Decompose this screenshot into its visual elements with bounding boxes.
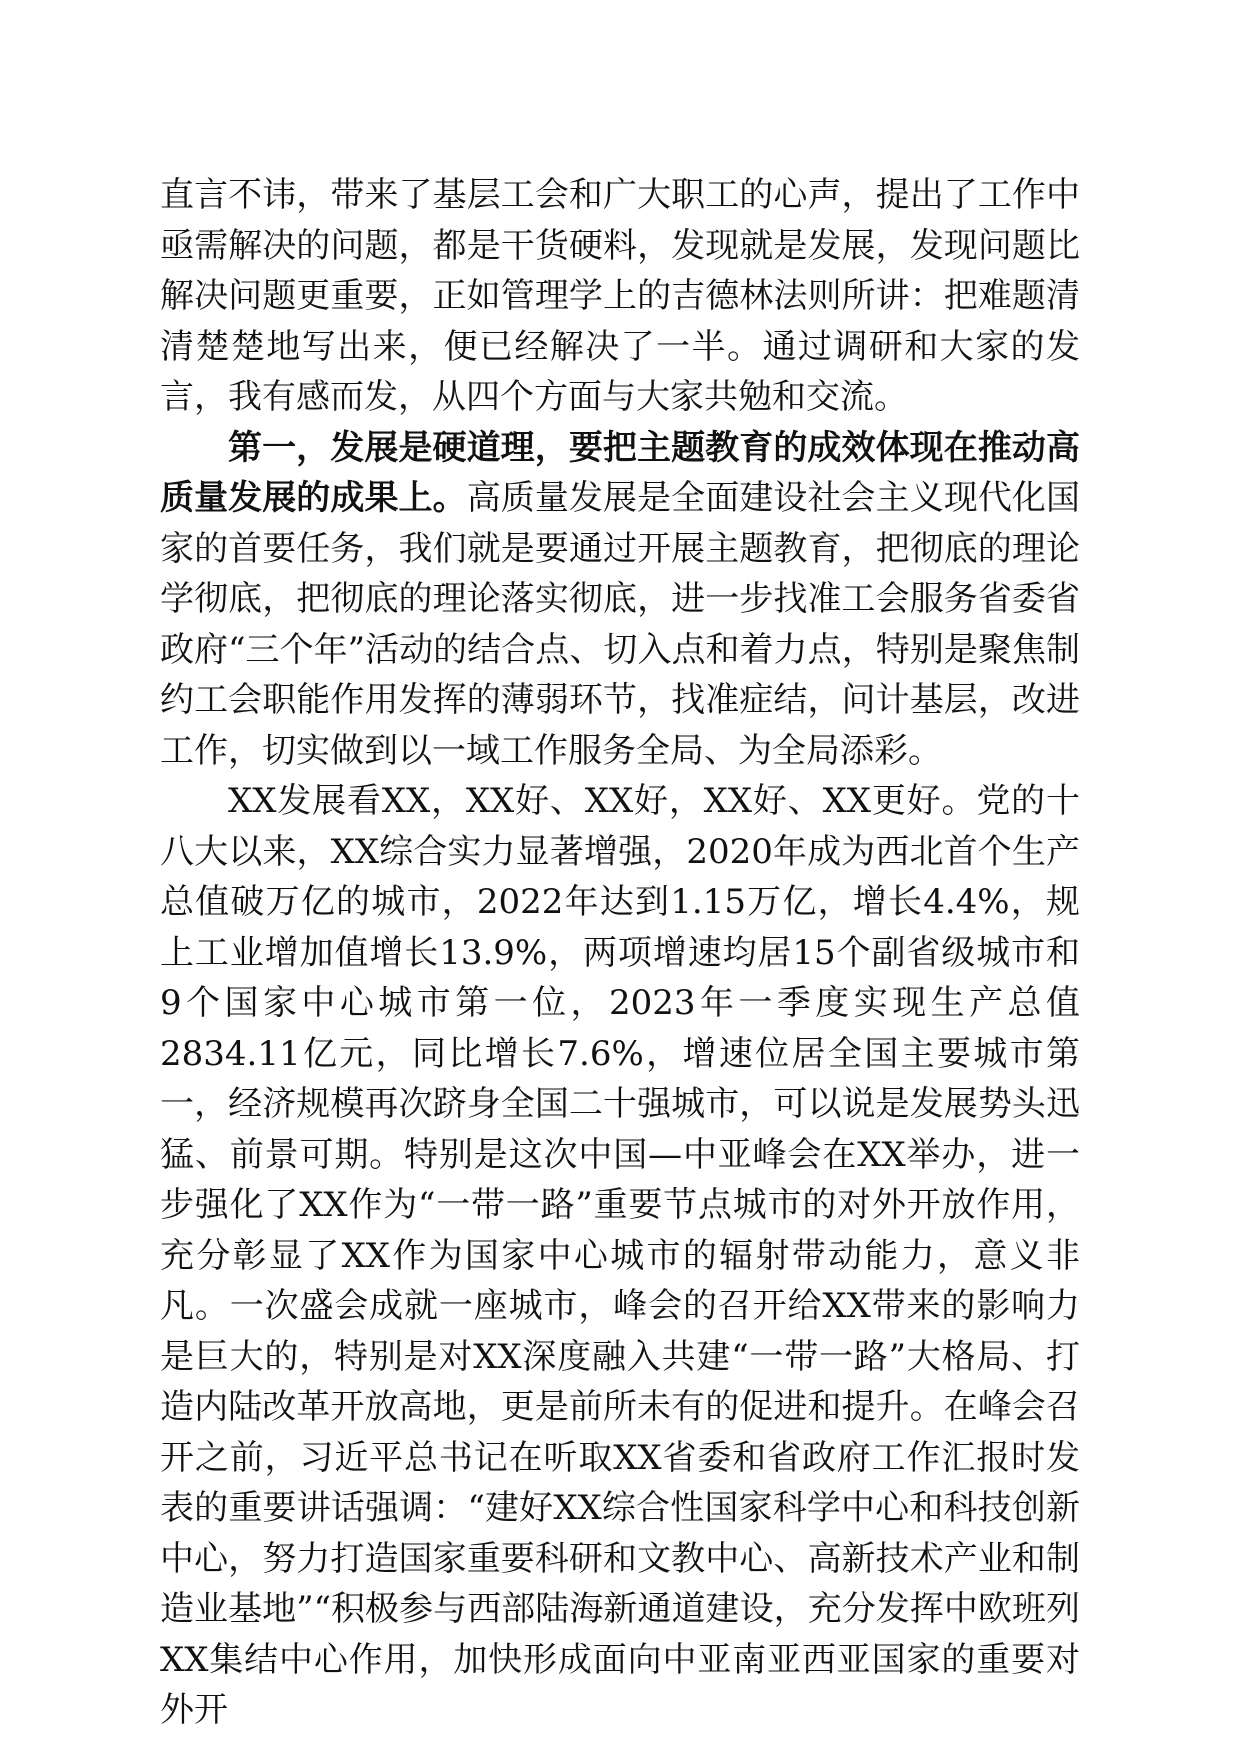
paragraph-text: 高质量发展是全面建设社会主义现代化国家的首要任务，我们就是要通过开展主题教育，把彻底的理论学彻底，把彻底的理论落实彻底，进一步找准工会服务省委省政府“三个年”活动的结合点、切入点和着力点，特别是聚焦制约工会职能作用发挥的薄弱环节，找准症结，问计基层，改进工作，切实做到以一域工作服务全局、为全局添彩。 [160,478,1081,771]
paragraph-continuation [160,170,1080,423]
paragraph-text: XX发展看XX，XX好、XX好，XX好、XX更好。党的十八大以来，XX综合实力显著增强，2020年成为西北首个生产总值破万亿的城市，2022年达到1.15万亿，增长4.4%，规上工业增加值增长13.9%，两项增速均居15个副省级城市和9个国家中心城市第一位，2023年一季度实现生产总值2834.11亿元，同比增长7.6%，增速位居全国主要城市第一，经济规模再次跻身全国二十强城市，可以说是发展势头迅猛、前景可期。特别是这次中国—中亚峰会在XX举办，进一步强化了XX作为“一带一路”重要节点城市的对外开放作用，充分彰显了XX作为国家中心城市的辐射带动能力，意义非凡。一次盛会成就一座城市，峰会的召开给XX带来的影响力是巨大的，特别是对XX深度融入共建“一带一路”大格局、打造内陆改革开放高地，更是前所未有的促进和提升。在峰会召开之前，习近平总书记在听取XX省委和省政府工作汇报时发表的重要讲话强调：“建好XX综合性国家科学中心和科技创新中心，努力打造国家重要科研和文教中心、高新技术产业和制造业基地”“积极参与西部陆海新通道建设，充分发挥中欧班列XX集结中心作用，加快形成面向中亚南亚西亚国家的重要对外开 [160,781,1080,1730]
paragraph-development [160,776,1080,1736]
document-page [160,170,1080,1736]
paragraph-point-one [160,423,1080,777]
paragraph-bold-lead: 第一，发展是硬道理，要把主题教育的成效体现在推动高质量发展的成果上。 [160,427,1080,518]
paragraph-text: 直言不讳，带来了基层工会和广大职工的心声，提出了工作中亟需解决的问题，都是干货硬料，发现就是发展，发现问题比解决问题更重要，正如管理学上的吉德林法则所讲：把难题清清楚楚地写出来，便已经解决了一半。通过调研和大家的发言，我有感而发，从四个方面与大家共勉和交流。 [160,175,1080,417]
